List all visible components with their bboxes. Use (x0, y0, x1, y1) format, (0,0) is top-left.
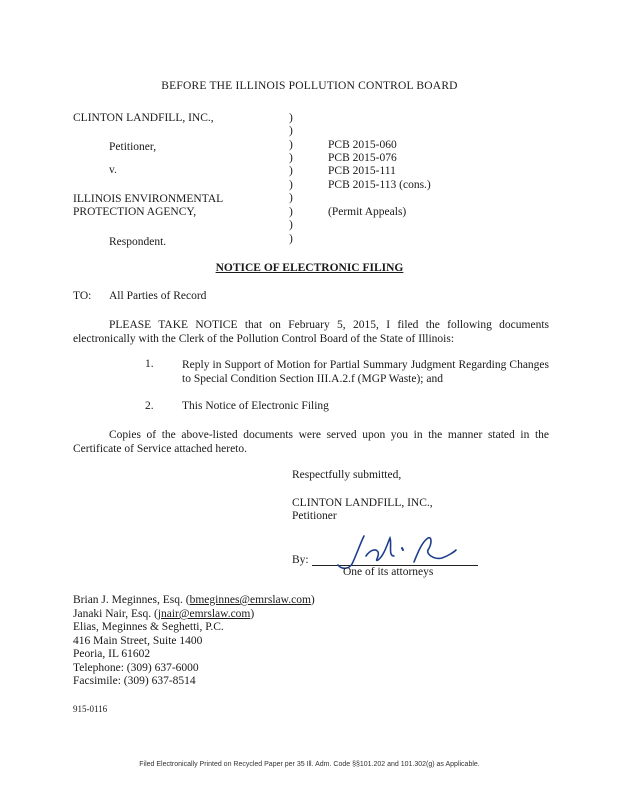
respondent-name-line2: PROTECTION AGENCY, (73, 206, 197, 218)
caption-paren: ) (289, 165, 293, 177)
to-label: TO: (73, 290, 92, 302)
respondent-label: Respondent. (109, 236, 167, 248)
case-number: PCB 2015-113 (cons.) (328, 179, 431, 191)
attorney-paren: ) (310, 594, 315, 606)
caption-paren: ) (289, 233, 293, 245)
petitioner-label: Petitioner, (109, 141, 157, 153)
caption-paren: ) (289, 219, 293, 231)
case-type: (Permit Appeals) (328, 206, 407, 218)
attorney-email-link[interactable]: jnair@emrslaw.com (157, 608, 251, 620)
document-number: 2. (145, 400, 154, 412)
notice-paragraph: PLEASE TAKE NOTICE that on February 5, 2015, I filed the following documents electronically with the Clerk of the Pollution Control Board of the State of Illinois: (73, 319, 549, 345)
page-footer: Filed Electronically Printed on Recycled Paper per 35 Ill. Adm. Code §§101.202 and 101.302(g) as Applicable. (139, 761, 480, 768)
attorney-email-link[interactable]: bmeginnes@emrslaw.com (189, 594, 311, 606)
document-text: Reply in Support of Motion for Partial Summary Judgment Regarding Changes to Special Condition Section III.A.2.f (MGP Waste); and (182, 359, 549, 385)
caption-paren: ) (289, 179, 293, 191)
signing-party-role: Petitioner (292, 510, 337, 522)
attorney-name: Janaki Nair, Esq. ( (73, 608, 158, 620)
caption-paren: ) (289, 125, 293, 137)
service-paragraph: Copies of the above-listed documents were served upon you in the manner stated in the Certificate of Service attached hereto. (73, 429, 549, 455)
firm-name: Elias, Meginnes & Seghetti, P.C. (73, 621, 224, 633)
attorney-line (73, 608, 254, 620)
caption-paren: ) (289, 206, 293, 218)
caption-paren: ) (289, 112, 293, 124)
facsimile: Facsimile: (309) 637-8514 (73, 675, 196, 687)
caption-paren: ) (289, 192, 293, 204)
respondent-name-line1: ILLINOIS ENVIRONMENTAL (73, 193, 224, 205)
case-number: PCB 2015-111 (328, 165, 396, 177)
city-address: Peoria, IL 61602 (73, 648, 151, 660)
case-number: PCB 2015-060 (328, 139, 397, 151)
page-title: BEFORE THE ILLINOIS POLLUTION CONTROL BOARD (161, 80, 458, 92)
attorney-caption: One of its attorneys (343, 566, 434, 578)
document-text: This Notice of Electronic Filing (182, 400, 329, 412)
document-number: 1. (145, 358, 154, 370)
signing-party: CLINTON LANDFILL, INC., (292, 497, 433, 509)
to-value: All Parties of Record (109, 290, 207, 302)
caption-paren: ) (289, 152, 293, 164)
petitioner-name: CLINTON LANDFILL, INC., (73, 112, 214, 124)
telephone: Telephone: (309) 637-6000 (73, 662, 199, 674)
street-address: 416 Main Street, Suite 1400 (73, 635, 203, 647)
attorney-line (73, 594, 315, 606)
by-label: By: (292, 554, 309, 566)
attorney-paren: ) (250, 608, 255, 620)
versus-label: v. (109, 164, 117, 176)
caption-paren: ) (289, 139, 293, 151)
attorney-name: Brian J. Meginnes, Esq. ( (73, 594, 190, 606)
file-number: 915-0116 (73, 704, 108, 714)
notice-heading: NOTICE OF ELECTRONIC FILING (215, 262, 404, 274)
closing: Respectfully submitted, (292, 469, 402, 481)
case-number: PCB 2015-076 (328, 152, 397, 164)
